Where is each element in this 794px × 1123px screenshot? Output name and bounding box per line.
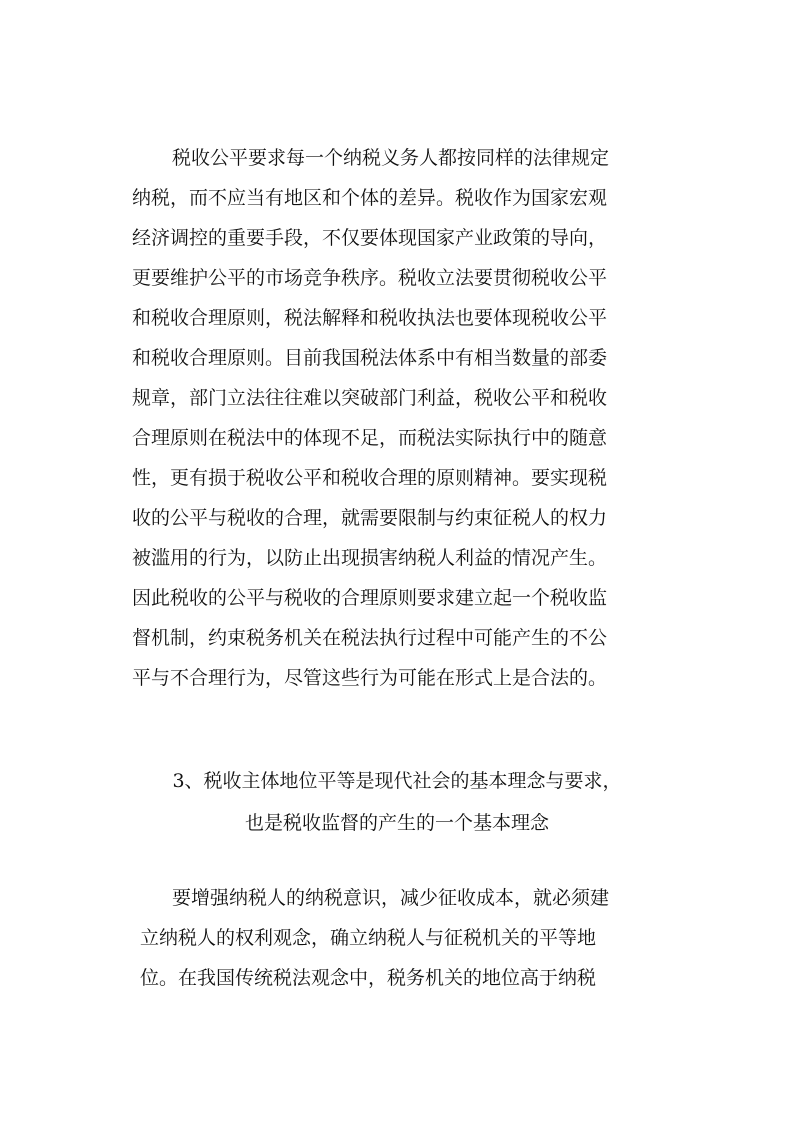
paragraph-line: 因此税收的公平与税收的合理原则要求建立起一个税收监 [132,587,608,609]
paragraph-line: 收的公平与税收的合理，就需要限制与约束征税人的权力 [132,507,608,529]
paragraph-line: 立纳税人的权利观念，确立纳税人与征税机关的平等地 [140,927,597,949]
paragraph-line: 和税收合理原则。目前我国税法体系中有相当数量的部委 [132,347,608,369]
heading-line-2: 也是税收监督的产生的一个基本理念 [244,812,549,834]
paragraph-line: 税收公平要求每一个纳税义务人都按同样的法律规定 [172,147,610,169]
paragraph-line: 规章，部门立法往往难以突破部门利益，税收公平和税收 [132,387,608,409]
paragraph-line: 要增强纳税人的纳税意识，减少征收成本，就必须建 [172,887,610,909]
paragraph-line: 纳税，而不应当有地区和个体的差异。税收作为国家宏观 [132,187,608,209]
heading-line-1: 3、税收主体地位平等是现代社会的基本理念与要求， [172,770,622,792]
paragraph-line: 更要维护公平的市场竞争秩序。税收立法要贯彻税收公平 [132,267,608,289]
paragraph-tax-fairness [132,138,662,698]
paragraph-line: 合理原则在税法中的体现不足，而税法实际执行中的随意 [132,427,608,449]
paragraph-taxpayer-rights [132,878,662,998]
paragraph-line: 性，更有损于税收公平和税收合理的原则精神。要实现税 [132,467,608,489]
paragraph-line: 被滥用的行为，以防止出现损害纳税人利益的情况产生。 [132,547,608,569]
paragraph-line: 督机制，约束税务机关在税法执行过程中可能产生的不公 [132,627,608,649]
section-heading [132,760,662,844]
paragraph-line: 位。在我国传统税法观念中，税务机关的地位高于纳税 [140,967,597,989]
paragraph-line: 平与不合理行为，尽管这些行为可能在形式上是合法的。 [132,667,608,689]
paragraph-line: 和税收合理原则，税法解释和税收执法也要体现税收公平 [132,307,608,329]
paragraph-line: 经济调控的重要手段，不仅要体现国家产业政策的导向， [132,227,608,249]
